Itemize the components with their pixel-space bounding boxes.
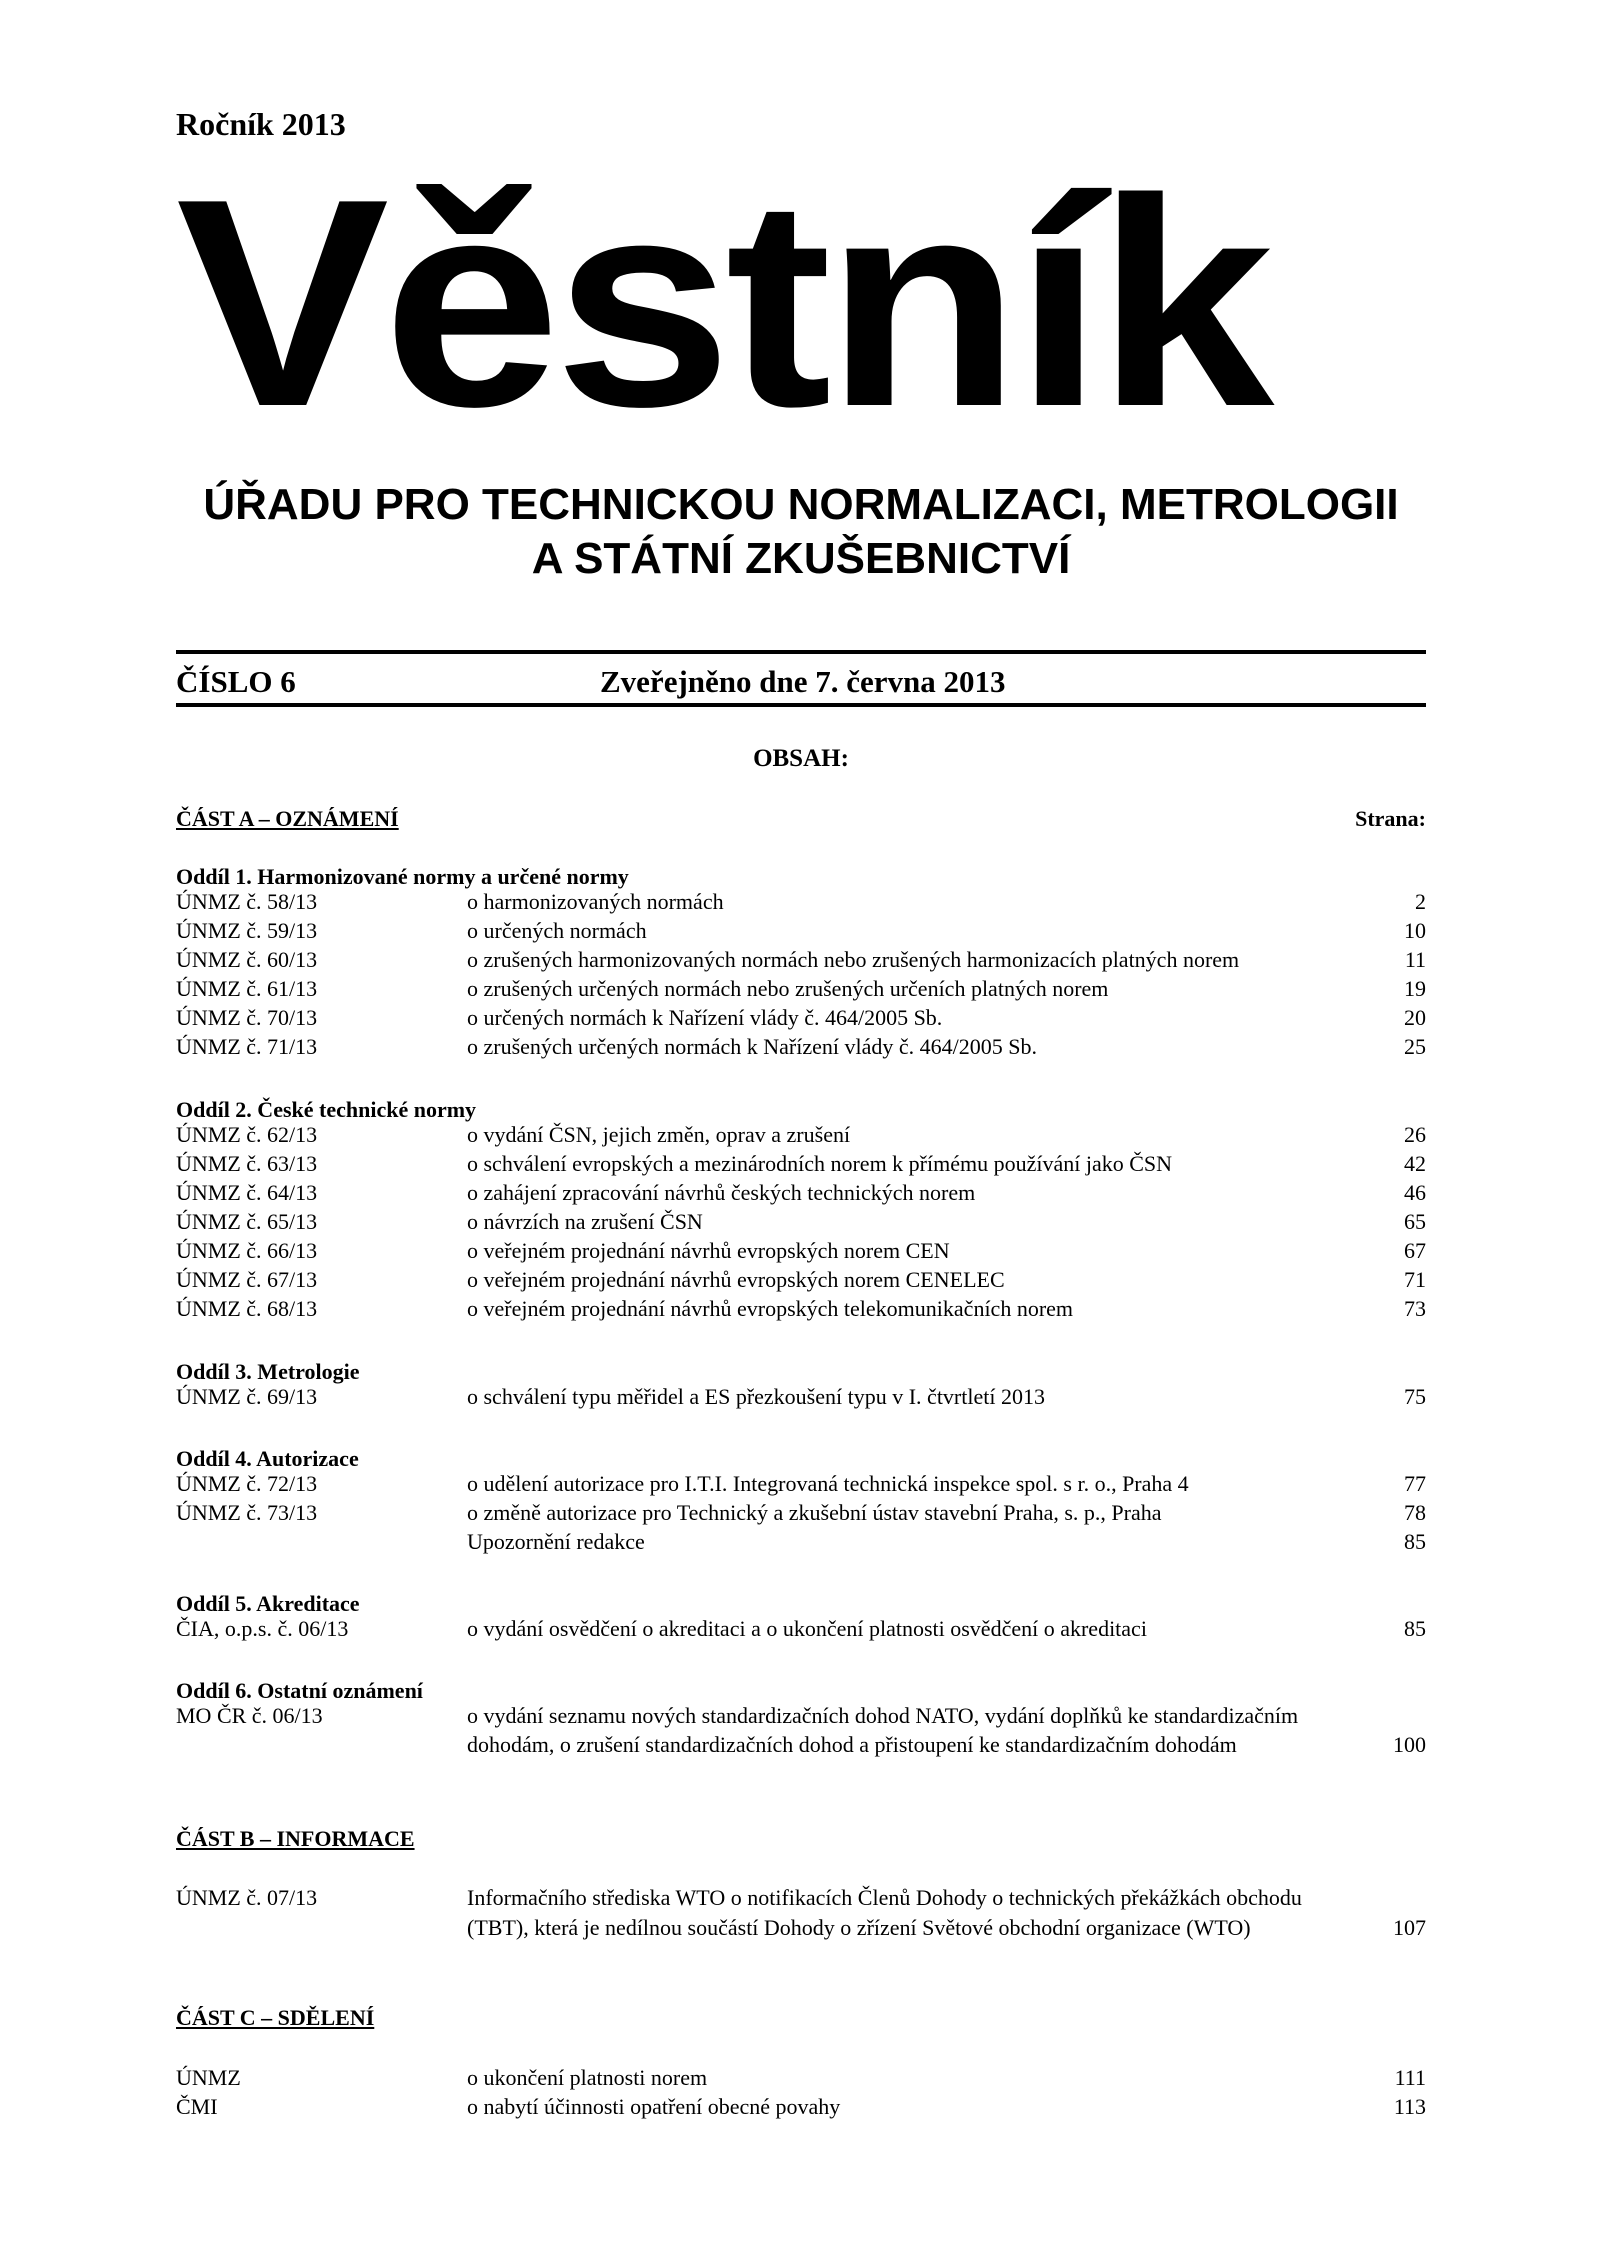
toc-entry — [176, 1178, 1426, 1207]
toc-entry — [176, 1032, 1426, 1061]
entry-page: 111 — [1394, 2065, 1426, 2090]
entry-ref: ÚNMZ č. 58/13 — [176, 889, 318, 914]
part-c-heading: ČÁST C – SDĚLENÍ — [176, 2005, 375, 2030]
entry-desc: o návrzích na zrušení ČSN — [467, 1209, 703, 1234]
entry-desc: o schválení typu měřidel a ES přezkoušení typu v I. čtvrtletí 2013 — [467, 1384, 1045, 1409]
entry-desc: o schválení evropských a mezinárodních norem k přímému používání jako ČSN — [467, 1151, 1173, 1176]
entry-desc: o udělení autorizace pro I.T.I. Integrovaná technická inspekce spol. s r. o., Praha 4 — [467, 1471, 1189, 1496]
entry-desc: o veřejném projednání návrhů evropských norem CENELEC — [467, 1267, 1005, 1292]
entry-ref: ÚNMZ č. 07/13 — [176, 1885, 318, 1910]
entry-page: 77 — [1404, 1471, 1426, 1496]
entry-desc: o vydání osvědčení o akreditaci a o ukončení platnosti osvědčení o akreditaci — [467, 1616, 1147, 1641]
entry-desc: o určených normách — [467, 918, 647, 943]
toc-entry — [176, 916, 1426, 945]
entry-ref: ÚNMZ č. 61/13 — [176, 976, 318, 1001]
entry-desc: o zrušených harmonizovaných normách nebo zrušených harmonizacích platných norem — [467, 947, 1240, 972]
toc-entry — [176, 945, 1426, 974]
entry-page: 42 — [1404, 1151, 1426, 1176]
entry-ref: ČMI — [176, 2094, 218, 2119]
toc-entry — [176, 1913, 1426, 1942]
section-title: Oddíl 2. České technické normy — [176, 1097, 477, 1122]
entry-desc: o nabytí účinnosti opatření obecné povahy — [467, 2094, 841, 2119]
toc-entry — [176, 1883, 1426, 1912]
entry-desc: dohodám, o zrušení standardizačních dohod a přistoupení ke standardizačním dohodám — [467, 1732, 1237, 1757]
entry-desc: Informačního střediska WTO o notifikacích Členů Dohody o technických překážkách obchodu — [467, 1885, 1302, 1910]
entry-page: 71 — [1404, 1267, 1426, 1292]
toc-entry — [176, 1701, 1426, 1730]
entry-page: 113 — [1393, 2094, 1426, 2119]
masthead-title: Věstník — [176, 137, 1268, 468]
entry-ref: ÚNMZ č. 59/13 — [176, 918, 318, 943]
publication-date: Zveřejněno dne 7. června 2013 — [600, 664, 1006, 699]
entry-desc: (TBT), která je nedílnou součástí Dohody o zřízení Světové obchodní organizace (WTO) — [467, 1915, 1251, 1940]
entry-desc: o zrušených určených normách nebo zrušených určeních platných norem — [467, 976, 1109, 1001]
toc-entry — [176, 1730, 1426, 1759]
entry-desc: o ukončení platnosti norem — [467, 2065, 708, 2090]
divider-bottom — [176, 703, 1426, 707]
entry-page: 78 — [1404, 1500, 1426, 1525]
entry-desc: o zrušených určených normách k Nařízení vlády č. 464/2005 Sb. — [467, 1034, 1037, 1059]
toc-entry — [176, 1469, 1426, 1498]
entry-ref: ÚNMZ č. 68/13 — [176, 1296, 318, 1321]
toc-entry — [176, 1294, 1426, 1323]
section-title: Oddíl 6. Ostatní oznámení — [176, 1678, 423, 1703]
publisher-line-2: A STÁTNÍ ZKUŠEBNICTVÍ — [531, 534, 1071, 583]
toc-entry — [176, 1614, 1426, 1643]
entry-page: 67 — [1404, 1238, 1426, 1263]
entry-ref: ÚNMZ č. 72/13 — [176, 1471, 318, 1496]
entry-page: 85 — [1404, 1529, 1426, 1554]
entry-page: 107 — [1393, 1915, 1426, 1940]
entry-ref: ÚNMZ č. 65/13 — [176, 1209, 318, 1234]
part-a-heading: ČÁST A – OZNÁMENÍ — [176, 806, 399, 831]
entry-ref: ÚNMZ č. 60/13 — [176, 947, 318, 972]
entry-page: 2 — [1415, 889, 1426, 914]
toc-entry — [176, 1265, 1426, 1294]
volume-label: Ročník 2013 — [176, 106, 346, 142]
entry-desc: o změně autorizace pro Technický a zkušební ústav stavební Praha, s. p., Praha — [467, 1500, 1162, 1525]
part-b-heading: ČÁST B – INFORMACE — [176, 1826, 415, 1851]
entry-ref: ÚNMZ č. 69/13 — [176, 1384, 318, 1409]
entry-page: 26 — [1404, 1122, 1426, 1147]
entry-ref: ÚNMZ — [176, 2065, 241, 2090]
entry-ref: ÚNMZ č. 66/13 — [176, 1238, 318, 1263]
toc-entry — [176, 2063, 1426, 2092]
toc-entry — [176, 1527, 1426, 1556]
entry-desc: o vydání seznamu nových standardizačních dohod NATO, vydání doplňků ke standardizačním — [467, 1703, 1299, 1728]
toc-entry — [176, 1207, 1426, 1236]
entry-desc: o vydání ČSN, jejich změn, oprav a zrušení — [467, 1122, 851, 1147]
entry-page: 65 — [1404, 1209, 1426, 1234]
toc-entry — [176, 1003, 1426, 1032]
entry-page: 20 — [1404, 1005, 1426, 1030]
toc-entry — [176, 1382, 1426, 1411]
entry-ref: ÚNMZ č. 64/13 — [176, 1180, 318, 1205]
entry-page: 73 — [1404, 1296, 1426, 1321]
entry-desc: o harmonizovaných normách — [467, 889, 724, 914]
entry-ref: ÚNMZ č. 67/13 — [176, 1267, 318, 1292]
entry-page: 10 — [1404, 918, 1426, 943]
page-column-heading: Strana: — [1355, 806, 1426, 831]
entry-ref: ČIA, o.p.s. č. 06/13 — [176, 1616, 349, 1641]
entry-desc: o veřejném projednání návrhů evropských norem CEN — [467, 1238, 950, 1263]
entry-ref: ÚNMZ č. 62/13 — [176, 1122, 318, 1147]
toc-entry — [176, 887, 1426, 916]
issue-number: ČÍSLO 6 — [176, 664, 296, 699]
entry-desc: o veřejném projednání návrhů evropských telekomunikačních norem — [467, 1296, 1074, 1321]
entry-page: 46 — [1404, 1180, 1426, 1205]
entry-desc: o určených normách k Nařízení vlády č. 464/2005 Sb. — [467, 1005, 943, 1030]
divider-top — [176, 650, 1426, 654]
publisher-line-1: ÚŘADU PRO TECHNICKOU NORMALIZACI, METROLOGII — [203, 480, 1399, 529]
entry-page: 85 — [1404, 1616, 1426, 1641]
entry-page: 19 — [1404, 976, 1426, 1001]
entry-desc: Upozornění redakce — [467, 1529, 645, 1554]
entry-page: 25 — [1404, 1034, 1426, 1059]
toc-entry — [176, 1498, 1426, 1527]
section-title: Oddíl 3. Metrologie — [176, 1359, 360, 1384]
section-title: Oddíl 4. Autorizace — [176, 1446, 359, 1471]
section-title: Oddíl 1. Harmonizované normy a určené normy — [176, 864, 629, 889]
entry-ref: ÚNMZ č. 70/13 — [176, 1005, 318, 1030]
entry-ref: ÚNMZ č. 73/13 — [176, 1500, 318, 1525]
toc-entry — [176, 1120, 1426, 1149]
entry-page: 11 — [1404, 947, 1426, 972]
entry-ref: ÚNMZ č. 71/13 — [176, 1034, 318, 1059]
toc-title: OBSAH: — [753, 745, 849, 772]
entry-ref: ÚNMZ č. 63/13 — [176, 1151, 318, 1176]
entry-ref: MO ČR č. 06/13 — [176, 1703, 323, 1728]
entry-desc: o zahájení zpracování návrhů českých technických norem — [467, 1180, 976, 1205]
section-title: Oddíl 5. Akreditace — [176, 1591, 360, 1616]
toc-entry — [176, 974, 1426, 1003]
toc-entry — [176, 1149, 1426, 1178]
entry-page: 75 — [1404, 1384, 1426, 1409]
entry-page: 100 — [1393, 1732, 1426, 1757]
toc-entry — [176, 2092, 1426, 2121]
toc-entry — [176, 1236, 1426, 1265]
